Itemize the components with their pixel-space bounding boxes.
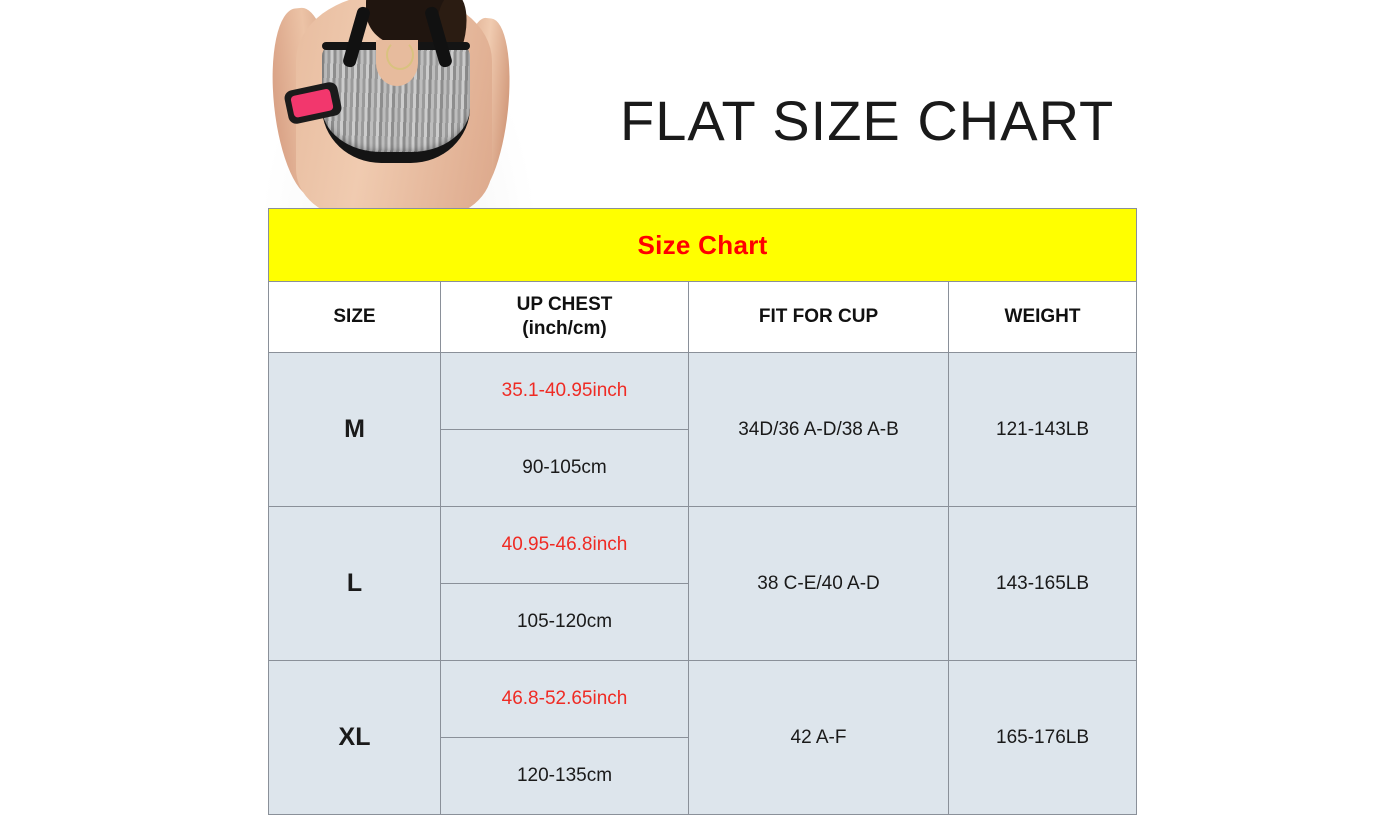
header-up-chest-line2: (inch/cm) xyxy=(522,318,607,339)
row-up-chest xyxy=(441,507,689,661)
header-size: SIZE xyxy=(269,282,441,353)
row-chest-inch: 35.1-40.95inch xyxy=(441,353,688,430)
table-row xyxy=(269,661,1137,815)
header-fit-for-cup: FIT FOR CUP xyxy=(689,282,949,353)
row-fit-for-cup: 38 C-E/40 A-D xyxy=(689,507,949,661)
header-up-chest-line1: UP CHEST xyxy=(516,294,613,316)
row-fit-for-cup: 34D/36 A-D/38 A-B xyxy=(689,353,949,507)
row-chest-cm: 120-135cm xyxy=(441,738,688,815)
row-up-chest xyxy=(441,661,689,815)
row-up-chest xyxy=(441,353,689,507)
row-chest-inch: 46.8-52.65inch xyxy=(441,661,688,738)
header-up-chest xyxy=(441,282,689,353)
row-chest-cm: 105-120cm xyxy=(441,584,688,661)
size-chart-table xyxy=(268,208,1137,815)
up-chest-subtable xyxy=(441,661,688,814)
row-fit-for-cup: 42 A-F xyxy=(689,661,949,815)
size-chart-banner: Size Chart xyxy=(269,209,1137,282)
row-weight: 143-165LB xyxy=(949,507,1137,661)
row-chest-cm: 90-105cm xyxy=(441,430,688,507)
up-chest-subtable xyxy=(441,353,688,506)
product-photo xyxy=(258,0,540,212)
row-size: M xyxy=(269,353,441,507)
table-banner-row xyxy=(269,209,1137,282)
row-size: XL xyxy=(269,661,441,815)
up-chest-subtable xyxy=(441,507,688,660)
row-weight: 121-143LB xyxy=(949,353,1137,507)
table-header-row xyxy=(269,282,1137,353)
page-title: FLAT SIZE CHART xyxy=(620,89,1115,152)
row-chest-inch: 40.95-46.8inch xyxy=(441,507,688,584)
necklace xyxy=(386,40,414,70)
table-row xyxy=(269,507,1137,661)
row-weight: 165-176LB xyxy=(949,661,1137,815)
row-size: L xyxy=(269,507,441,661)
table-row xyxy=(269,353,1137,507)
header-weight: WEIGHT xyxy=(949,282,1137,353)
